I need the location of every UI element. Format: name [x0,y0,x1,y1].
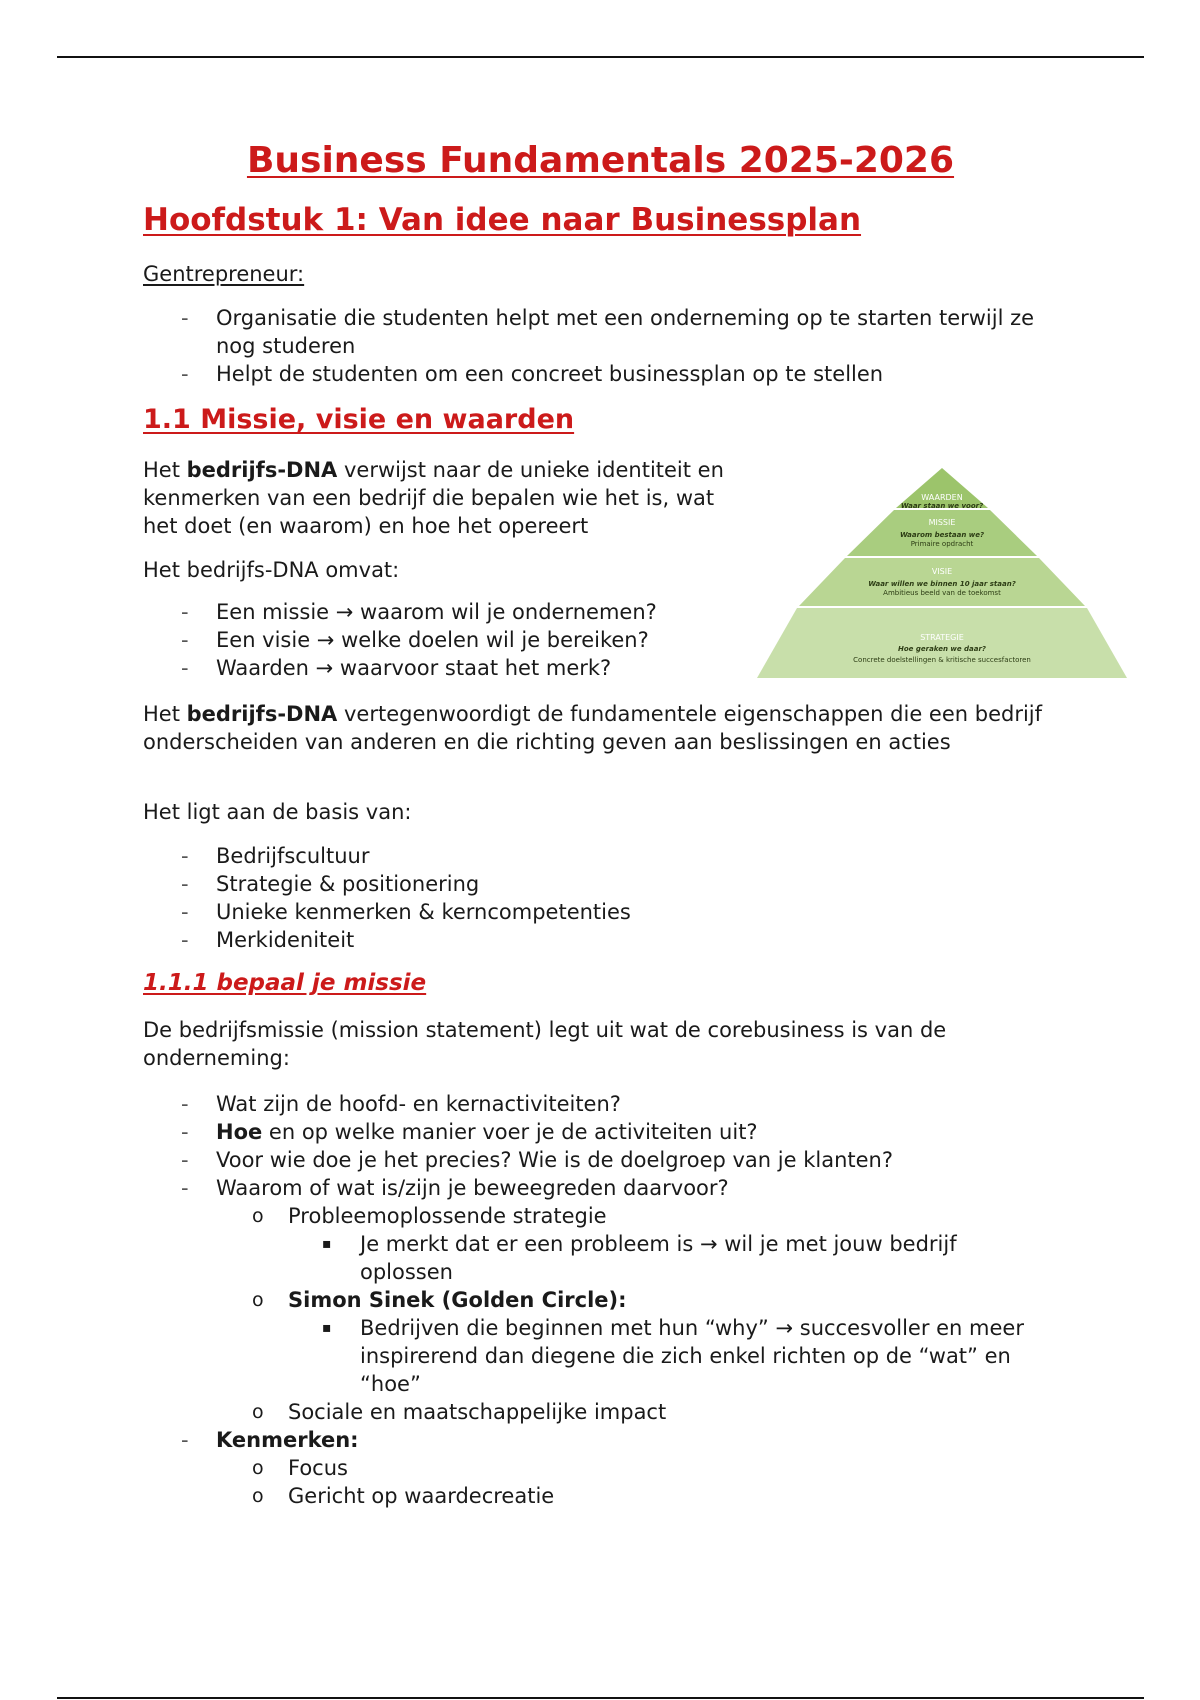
list-item: - Hoe en op welke manier voer je de activiteiten uit? [181,1120,758,1144]
basis-label: Het ligt aan de basis van: [143,800,412,824]
pyramid-title-waarden: WAARDEN [921,493,963,502]
list-item: - Organisatie die studenten helpt met een onderneming op te starten terwijl ze nog studeren [181,306,1035,358]
pyramid-sub-strategie: Hoe geraken we daar? [898,645,986,653]
list-item: - Helpt de studenten om een concreet businessplan op te stellen [181,362,884,386]
mission-questions-list [143,1090,1043,1510]
pyramid-note-strategie: Concrete doelstellingen & kritische succesfactoren [853,656,1031,664]
list-item: - Merkideniteit [181,928,355,952]
dna-omvat-list [143,598,763,682]
list-item: - Strategie & positionering [181,872,480,896]
basis-list [143,842,843,954]
list-item: - Voor wie doe je het precies? Wie is de doelgroep van je klanten? [181,1148,893,1172]
list-item: o Focus [252,1456,348,1480]
footer-rule [57,1697,1144,1699]
list-item: - Waarden → waarvoor staat het merk? [181,656,612,680]
gentrepreneur-list [143,304,1063,388]
list-item: o Simon Sinek (Golden Circle): ▪ Bedrijven die beginnen met hun “why” → succesvoller en meer inspirerend dan diegene die zich enkel richten op de “wat” en “hoe” [216,1286,1043,1398]
list-item: o Sociale en maatschappelijke impact [252,1400,667,1424]
problem-detail-list [288,1230,1043,1286]
header-rule [57,56,1144,58]
list-item: o Gericht op waardecreatie [252,1484,555,1508]
pyramid-note-visie: Ambitieus beeld van de toekomst [883,589,1001,597]
kenmerken-sublist [216,1454,1043,1510]
sinek-detail-list [288,1314,1043,1398]
dna-paragraph-2: Het bedrijfs-DNA vertegenwoordigt de fundamentele eigenschappen die een bedrijf onderscheiden van anderen en die richting geven aan beslissingen en acties [143,702,1043,754]
pyramid-note-missie: Primaire opdracht [910,540,974,548]
pyramid-sub-visie: Waar willen we binnen 10 jaar staan? [868,580,1016,588]
list-item: - Een missie → waarom wil je ondernemen? [181,600,657,624]
pyramid-title-missie: MISSIE [928,518,956,527]
list-item: - Unieke kenmerken & kerncompetenties [181,900,631,924]
list-item: ▪ Je merkt dat er een probleem is → wil je met jouw bedrijf oplossen [322,1232,957,1284]
list-item: ▪ Bedrijven die beginnen met hun “why” → succesvoller en meer inspirerend dan diegene die zich enkel richten op de “wat” en “hoe” [322,1316,1024,1396]
dna-omvat-label: Het bedrijfs-DNA omvat: [143,558,400,582]
document-title: Business Fundamentals 2025-2026 [246,140,955,181]
list-item: - Waarom of wat is/zijn je beweegreden daarvoor? o Probleemoplossende strategie ▪ Je merkt dat er een probleem is → wil je met jouw bedrijf oplossen o Simon Sinek (Golden Circle): ▪ Bedrijven die beginnen met hun “why” → succesvoller en meer inspirerend dan diegene die zich enkel richten op de “wat” en “hoe” o Sociale en maatschappelijke impact [143,1174,1043,1426]
pyramid-title-visie: VISIE [931,567,953,576]
mission-intro-paragraph: De bedrijfsmissie (mission statement) legt uit wat de corebusiness is van de onderneming: [143,1018,947,1070]
chapter-heading: Hoofdstuk 1: Van idee naar Businessplan [143,202,862,238]
list-item: - Bedrijfscultuur [181,844,370,868]
section-heading-1-1-1: 1.1.1 bepaal je missie [143,970,427,996]
motivation-sublist [216,1202,1043,1426]
pyramid-sub-waarden: Waar staan we voor? [900,502,984,510]
pyramid-level-strategie [757,608,1127,678]
list-item: - Wat zijn de hoofd- en kernactiviteiten? [181,1092,621,1116]
mission-vision-pyramid [757,468,1127,678]
list-item: - Kenmerken: o Focus o Gericht op waardecreatie [143,1426,1043,1510]
gentrepreneur-label: Gentrepreneur: [143,262,305,286]
list-item: - Een visie → welke doelen wil je bereiken? [181,628,649,652]
list-item: o Probleemoplossende strategie ▪ Je merkt dat er een probleem is → wil je met jouw bedrijf oplossen [216,1202,1043,1286]
dna-intro-paragraph: Het bedrijfs-DNA verwijst naar de unieke identiteit en kenmerken van een bedrijf die bepalen wie het is, wat het doet (en waarom) en hoe het opereert [143,458,724,538]
section-heading-1-1: 1.1 Missie, visie en waarden [143,404,575,435]
pyramid-sub-missie: Waarom bestaan we? [899,531,985,539]
pyramid-title-strategie: STRATEGIE [920,633,964,642]
